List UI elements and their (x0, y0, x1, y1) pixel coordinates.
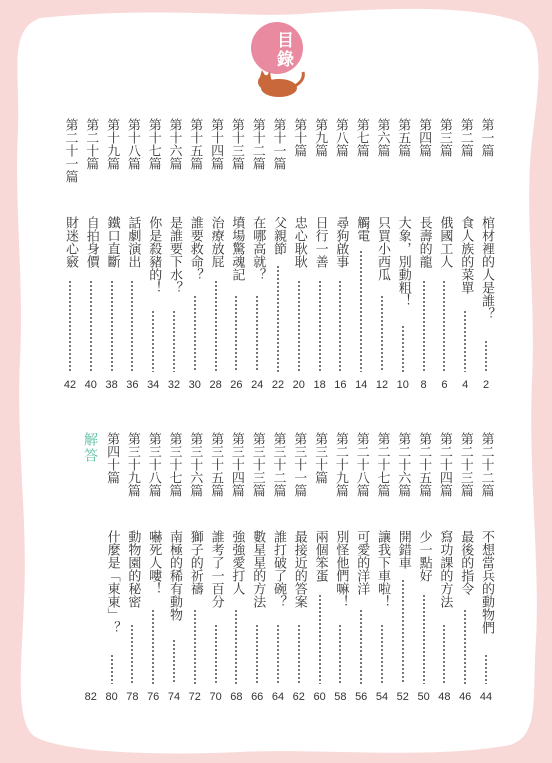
toc-entry[interactable] (247, 432, 267, 706)
page-number: 76 (147, 691, 160, 703)
dot-leader (131, 280, 133, 372)
toc-entry[interactable] (206, 118, 226, 394)
page-number: 64 (271, 691, 285, 703)
page-number: 34 (147, 379, 160, 391)
page-number: 14 (355, 379, 368, 391)
chapter-title: 是誰要下水？ (167, 216, 182, 294)
page-number: 56 (355, 691, 368, 703)
chapter-title: 尋狗啟事 (333, 216, 349, 268)
chapter-number: 第十六篇 (166, 118, 182, 170)
chapter-number: 第十三篇 (228, 118, 244, 170)
toc-entry[interactable] (226, 118, 246, 394)
page-number: 20 (292, 379, 305, 391)
chapter-number: 第二十一篇 (62, 118, 78, 183)
chapter-title: 長壽的龍 (416, 216, 432, 268)
toc-entry[interactable] (372, 118, 392, 394)
page-number: 2 (482, 379, 490, 391)
page-number: 58 (334, 691, 347, 703)
chapter-title: 開錯車 (395, 530, 411, 569)
dot-leader (443, 280, 445, 372)
chapter-number: 第二篇 (457, 118, 473, 157)
toc-entry[interactable] (289, 118, 309, 394)
chapter-number: 第二十五篇 (416, 432, 432, 497)
chapter-number: 第三篇 (436, 118, 452, 157)
dot-leader (423, 594, 425, 684)
page-number: 32 (167, 379, 181, 391)
page-number: 16 (334, 379, 347, 391)
chapter-number: 第十一篇 (270, 118, 286, 170)
chapter-number: 第三十三篇 (249, 432, 265, 497)
chapter-title: 寫功課的方法 (437, 530, 453, 608)
chapter-number: 第二十二篇 (478, 432, 494, 497)
dot-leader (319, 594, 321, 684)
dot-leader (152, 609, 154, 684)
chapter-title: 數星星的方法 (250, 530, 266, 608)
page-number: 28 (209, 379, 222, 391)
chapter-title: 俄國工人 (437, 216, 453, 268)
chapter-number: 第十七篇 (145, 118, 161, 170)
page-number: 22 (271, 379, 285, 391)
dot-leader (235, 295, 237, 372)
toc-entry[interactable] (102, 118, 122, 394)
dot-leader (111, 280, 113, 372)
dot-leader (443, 624, 445, 684)
chapter-title: 南極的稀有動物 (167, 530, 182, 621)
page-number: 10 (396, 379, 409, 391)
page-number: 40 (84, 379, 97, 391)
chapter-number: 第三十五篇 (208, 432, 224, 497)
page-number: 60 (313, 691, 326, 703)
chapter-number: 第三十一篇 (291, 432, 307, 497)
chapter-number: 第一篇 (478, 118, 494, 157)
toc-entry[interactable] (351, 432, 371, 706)
chapter-number: 第七篇 (353, 118, 369, 157)
chapter-title: 兩個笨蛋 (312, 530, 328, 582)
chapter-number: 第二十三篇 (457, 432, 473, 497)
toc-entry[interactable] (268, 432, 288, 706)
chapter-number: 第四十篇 (104, 432, 120, 484)
chapter-title: 最接近的答案 (291, 530, 307, 608)
chapter-number: 第十篇 (291, 118, 307, 157)
toc-entry[interactable] (476, 432, 496, 706)
dot-leader (298, 624, 300, 684)
chapter-title: 嚇死人嘍！ (146, 530, 162, 595)
dot-leader (277, 624, 279, 684)
dot-leader (402, 579, 404, 684)
toc-entry[interactable] (81, 118, 101, 394)
chapter-number: 第九篇 (312, 118, 328, 157)
chapter-title: 你是殺豬的！ (146, 216, 162, 294)
dot-leader (423, 280, 425, 372)
dot-leader (215, 280, 217, 372)
chapter-number: 第二十篇 (83, 118, 99, 170)
chapter-title: 動物園的秘密 (125, 530, 141, 608)
toc-entry[interactable] (434, 432, 454, 706)
chapter-number: 第二十八篇 (353, 432, 369, 497)
dot-leader (485, 340, 487, 372)
chapter-title: 誰要救命？ (187, 216, 203, 281)
dot-leader (215, 624, 217, 684)
chapter-title: 不想當兵的動物們 (479, 530, 494, 634)
answers-label: 解答 (82, 432, 98, 464)
chapter-title: 讓我下車啦！ (375, 530, 390, 608)
chapter-title: 棺材裡的人是誰？ (479, 216, 494, 320)
toc-entry[interactable] (351, 118, 371, 394)
page-number: 12 (375, 379, 389, 391)
toc-entry[interactable] (185, 432, 205, 706)
toc-entry[interactable] (164, 432, 184, 706)
chapter-number: 第十四篇 (208, 118, 224, 170)
toc-entry[interactable] (434, 118, 454, 394)
dot-leader (256, 624, 258, 684)
dot-leader (277, 265, 279, 372)
chapter-title: 自拍身價 (83, 216, 99, 268)
page-number: 66 (251, 691, 264, 703)
dot-leader (131, 624, 133, 684)
page-number: 74 (167, 691, 181, 703)
dot-leader (381, 624, 383, 684)
chapter-title: 日行一善 (312, 216, 328, 268)
chapter-number: 第二十九篇 (332, 432, 348, 497)
page-number: 78 (126, 691, 139, 703)
toc-entry[interactable] (455, 432, 475, 706)
chapter-title: 最後的指令 (458, 530, 474, 595)
dot-leader (464, 310, 466, 372)
chapter-number: 第三十七篇 (166, 432, 182, 497)
dot-leader (152, 310, 154, 372)
toc-entry[interactable] (143, 118, 163, 394)
dot-leader (111, 654, 113, 684)
page-number: 38 (105, 379, 118, 391)
chapter-number: 第二十七篇 (374, 432, 390, 497)
chapter-number: 第四篇 (416, 118, 432, 157)
chapter-number: 第二十四篇 (436, 432, 452, 497)
toc-entry[interactable] (185, 118, 205, 394)
toc-entry[interactable] (455, 118, 475, 394)
toc-entry[interactable] (164, 118, 184, 394)
chapter-number: 第五篇 (395, 118, 411, 157)
dot-leader (194, 609, 196, 684)
toc-entry[interactable] (60, 118, 80, 394)
toc-entry[interactable] (372, 432, 392, 706)
chapter-title: 誰打破了碗？ (271, 530, 286, 608)
chapter-title: 只買小西瓜 (375, 216, 390, 281)
page-number: 68 (230, 691, 243, 703)
dot-leader (194, 295, 196, 372)
page-number: 46 (459, 691, 472, 703)
chapter-number: 第八篇 (332, 118, 348, 157)
chapter-number: 第三十二篇 (270, 432, 286, 497)
dot-leader (360, 609, 362, 684)
dot-leader (173, 310, 175, 372)
chapter-number: 第三十篇 (312, 432, 328, 484)
toc-entry[interactable] (268, 118, 288, 394)
dot-leader (173, 639, 175, 684)
dot-leader (69, 280, 71, 372)
chapter-number: 第二十六篇 (395, 432, 411, 497)
chapter-number: 第三十九篇 (124, 432, 140, 497)
chapter-number: 第十五篇 (187, 118, 203, 170)
page-number: 6 (441, 379, 448, 391)
chapter-title: 獅子的祈禱 (187, 530, 203, 595)
chapter-number: 第十八篇 (124, 118, 140, 170)
page-number: 82 (84, 691, 97, 703)
chapter-number: 第三十四篇 (228, 432, 244, 497)
chapter-title: 食人族的菜單 (458, 216, 474, 294)
page-number: 24 (251, 379, 264, 391)
toc-entry[interactable] (310, 432, 330, 706)
toc-entry[interactable] (102, 432, 122, 706)
toc-entry[interactable] (393, 432, 413, 706)
toc-entry[interactable] (122, 118, 142, 394)
page-number: 54 (375, 691, 389, 703)
page-number: 8 (420, 379, 427, 391)
toc-entry[interactable] (476, 118, 496, 394)
chapter-title: 治療放屁 (208, 216, 224, 268)
toc-entry[interactable] (81, 432, 101, 706)
dot-leader (256, 295, 258, 372)
page-number: 62 (292, 691, 305, 703)
dot-leader (319, 280, 321, 372)
chapter-title: 大象，別動粗！ (395, 216, 411, 307)
page-number: 72 (188, 691, 201, 703)
page-number: 48 (438, 691, 451, 703)
chapter-title: 觸電 (354, 216, 370, 242)
page-number: 26 (230, 379, 243, 391)
toc-entry[interactable] (143, 432, 163, 706)
page-title: 目錄 (273, 31, 293, 69)
chapter-title: 可愛的洋洋 (354, 530, 370, 595)
page-number: 44 (479, 691, 493, 703)
toc-entry[interactable] (122, 432, 142, 706)
toc-entry[interactable] (393, 118, 413, 394)
chapter-number: 第十二篇 (249, 118, 265, 170)
toc-entry[interactable] (226, 432, 246, 706)
dot-leader (485, 654, 487, 684)
chapter-title: 父親節 (271, 216, 286, 255)
dot-leader (339, 624, 341, 684)
toc-entry[interactable] (414, 432, 434, 706)
chapter-number: 第六篇 (374, 118, 390, 157)
chapter-title: 墳場驚魂記 (229, 216, 245, 281)
chapter-title: 誰考了一百分 (208, 530, 224, 608)
toc-entry[interactable] (330, 118, 350, 394)
dot-leader (90, 280, 92, 372)
chapter-title: 財迷心竅 (63, 216, 78, 268)
page-number: 4 (462, 379, 469, 391)
chapter-title: 忠心耿耿 (291, 216, 307, 268)
toc-entry[interactable] (330, 432, 350, 706)
chapter-number: 第三十八篇 (145, 432, 161, 497)
toc-entry[interactable] (289, 432, 309, 706)
page-number: 42 (63, 379, 77, 391)
page-number: 30 (188, 379, 201, 391)
chapter-title: 強強愛打人 (229, 530, 245, 595)
chapter-title: 什麼是「東東」？ (104, 530, 120, 634)
toc-entry[interactable] (310, 118, 330, 394)
dot-leader (402, 325, 404, 372)
page-number: 18 (313, 379, 326, 391)
chapter-title: 在哪高就？ (250, 216, 266, 281)
page-number: 52 (396, 691, 409, 703)
toc-entry[interactable] (247, 118, 267, 394)
page-number: 70 (209, 691, 222, 703)
dot-leader (298, 280, 300, 372)
page-number: 50 (417, 691, 430, 703)
toc-entry[interactable] (206, 432, 226, 706)
dot-leader (235, 609, 237, 684)
chapter-number: 第三十六篇 (187, 432, 203, 497)
page-number: 36 (126, 379, 139, 391)
chapter-title: 別怪他們嘛！ (333, 530, 349, 608)
dot-leader (381, 295, 383, 372)
chapter-title: 鐵口直斷 (104, 216, 120, 268)
chapter-number: 第十九篇 (104, 118, 120, 170)
dot-leader (464, 609, 466, 684)
chapter-title: 話劇演出 (125, 216, 141, 268)
toc-entry[interactable] (414, 118, 434, 394)
page-number: 80 (105, 691, 118, 703)
dot-leader (339, 280, 341, 372)
dot-leader (360, 250, 362, 372)
chapter-title: 少一點好 (416, 530, 432, 582)
